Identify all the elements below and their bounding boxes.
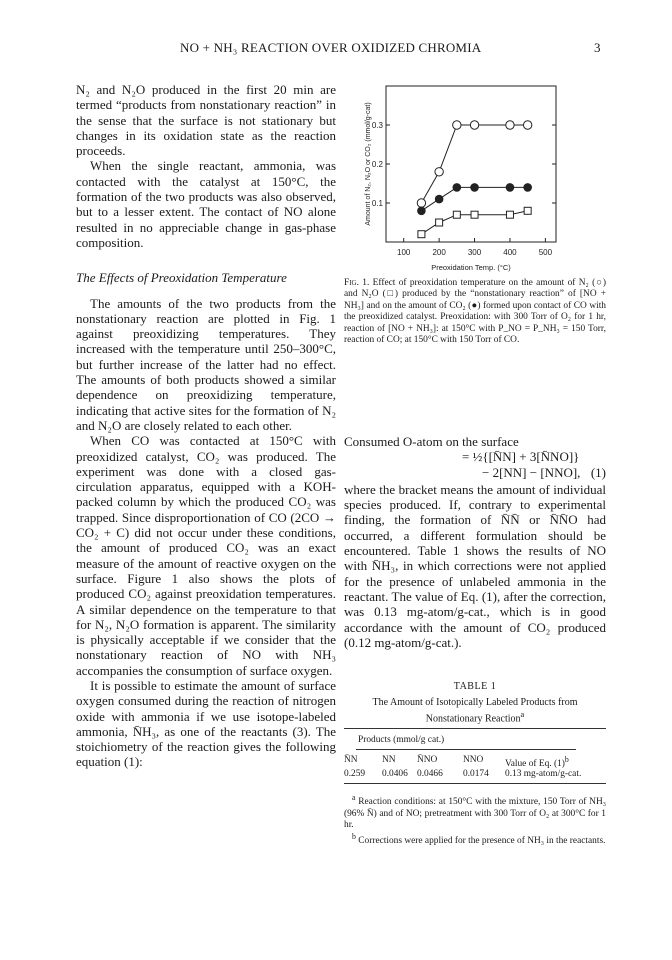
running-title: NO + NH₃ REACTION OVER OXIDIZED CHROMIA [180,40,482,55]
table-caption-mark: a [520,710,525,719]
table-group-header: Products (mmol/g cat.) [358,735,445,745]
x-tick-label: 200 [432,248,446,257]
data-point [506,121,514,129]
figure-caption [344,278,606,346]
table-title: TABLE 1 [453,681,497,692]
column-header: N̄N [344,755,358,765]
data-point [417,199,425,207]
figure-caption-text: Effect of preoxidation temperature on the amount of N₂ (○) and N₂O (□) produced by the “nonstationary reaction” of [NO + NH₃] and on the amount of CO₂ (●) formed upon contact of CO with the preoxidized catalyst. Preoxidation: with 300 Torr of O₂ for 1 hr, reaction of [NO + NH₃]: at 150°C with P_NO = P_NH₃ = 150 Torr, reaction of CO; at 150°C with 150 Torr of CO. [344,278,607,346]
figure-label: Fig. 1. [344,278,370,288]
data-point [435,168,443,176]
footnote-mark: a [352,793,356,802]
table-caption [344,697,606,725]
paragraph: When the single reactant, ammonia, was contacted with the catalyst at 150°C, the formation of the two products was also observed, but to a lesser extent. The contact of NO alone resulted in no appreciable change in gas-phase composition. [76,158,336,250]
column-header: NN [382,755,396,765]
x-tick-label: 400 [503,248,517,257]
equation-line: = ½{[N̄N] + 3[N̄NO]} [462,449,580,465]
data-point [523,121,531,129]
table-header-row [344,750,606,769]
paragraph: where the bracket means the amount of individual species produced. If, contrary to experimental finding, the formation of N̄N̄ or N̄N̄O had occurred, a different formulation should be encountered. Table 1 shows the results of NO with N̄H₃, in which corrections were not applied for the presence of unlabeled ammonia in the reactant. The value of Eq. (1), after the correction, was 0.13 mg-atom/g-cat., which is in good accordance with the amount of CO₂ produced (0.12 mg-atom/g-cat.). [344,481,606,650]
x-tick-label: 500 [538,248,553,257]
y-axis-label: Amount of N₂, N₂O or CO₂ (mmol/g-cat) [365,102,372,226]
page-number: 3 [594,40,601,55]
column-header-text: Value of Eq. (1) [505,759,565,770]
data-point [453,184,461,192]
table-cell: 0.0466 [417,769,443,780]
data-point [418,231,425,238]
data-point [453,211,460,218]
paragraph: It is possible to estimate the amount of surface oxygen consumed during the reaction of nitrogen oxide with ammonia if we use isotope-labeled ammonia, N̄H₃, as one of the reactants (3). The stoichiometry of the reaction gives the following equation (1): [76,677,336,770]
section-heading: The Effects of Preoxidation Temperature [76,270,287,286]
chart-svg [360,80,574,276]
table-row [344,769,606,779]
y-tick-label: 0.1 [371,199,383,208]
data-point [506,184,514,192]
x-tick-label: 100 [397,248,411,257]
y-tick-label: 0.3 [371,121,383,130]
column-header: N̄NO [417,755,438,765]
paragraph: N₂ and N₂O produced in the first 20 min are termed “products from nonstationary reaction” in the sense that the surface is not stationary but changes in its oxidation state as the reaction proceeds. [76,82,336,159]
figure-1-chart [360,80,574,276]
table-cell: 0.259 [344,769,366,780]
right-column [344,434,606,650]
table-cell: 0.0174 [463,769,489,780]
table-cell: 0.0406 [382,769,408,780]
x-axis-label: Preoxidation Temp. (°C) [431,263,511,272]
data-point [453,121,461,129]
data-point [435,195,443,203]
data-point [506,211,513,218]
x-tick-label: 300 [467,248,482,257]
paragraph: The amounts of the two products from the nonstationary reaction are plotted in Fig. 1 against preoxidizing temperatures. They increased with the temperature until 250–300°C, but further increase of the latter had no effect. The amounts of both products showed a similar dependence on preoxidizing temperature, indicating that active sites for the formation of N₂ and N₂O are closely related to each other. [76,295,336,433]
data-point [524,207,531,214]
table-footnotes [344,792,606,848]
data-table [344,728,606,784]
left-column [76,82,336,770]
data-point [470,121,478,129]
footnote [344,792,606,831]
footnote-mark: b [352,832,356,842]
equation-number: (1) [590,464,606,480]
table-cell: 0.13 mg-atom/g-cat. [505,769,582,780]
paragraph: When CO was contacted at 150°C with preoxidized catalyst, CO₂ was produced. The experiment was done with a closed gas-circulation apparatus, equipped with a KOH-packed column by which the produced CO₂ was trapped. Since disproportionation of CO (2CO → CO₂ + C) did not occur under these conditions, the amount of produced CO₂ was an exact measure of the amount of reactive oxygen on the surface. Figure 1 also shows the plots of produced CO₂ against preoxidation temperatures. A similar dependence on the temperature to that for N₂, N₂O formation is apparent. The similarity is physically acceptable if we consider that the nonstationary reaction of NO with NH₃ accompanies the consumption of surface oxygen. [76,433,336,678]
column-header-mark: b [564,755,569,764]
table-caption-text: The Amount of Isotopically Labeled Products from Nonstationary Reaction [372,697,578,725]
data-point [418,207,426,215]
data-point [471,211,478,218]
equation-line: Consumed O-atom on the surface [344,434,519,449]
table-bottom-rule [344,783,606,784]
equation-term: − 2[NN] − [NNO], [482,464,581,480]
data-point [524,184,532,192]
data-point [471,184,479,192]
footnote-text: Corrections were applied for the presence of NH₃ in the reactants. [358,836,606,847]
column-header [505,755,605,769]
column-header: NNO [463,755,484,765]
equation-line [482,465,606,480]
footnote [344,831,606,848]
footnote-text: Reaction conditions: at 150°C with the mixture, 150 Torr of NH₃ (96% N̄) and of NO; pretreatment with 300 Torr of O₂ at 300°C for 1 hr. [344,797,606,830]
data-point [436,219,443,226]
y-tick-label: 0.2 [371,160,383,169]
